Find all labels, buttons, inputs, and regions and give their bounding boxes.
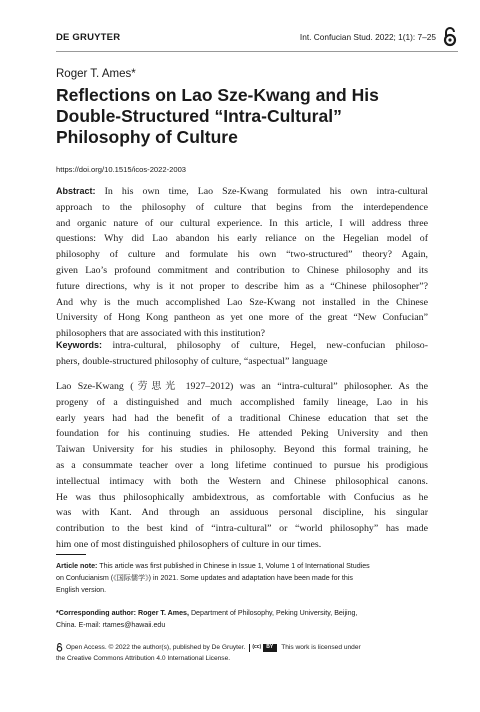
abstract-line: questions: Why did Lao abandon his early reliance on the Hegelian model of: [56, 233, 428, 245]
body-line: Lao Sze-Kwang (劳思光 1927–2012) was an “intra-cultural” philosopher. As the: [56, 381, 428, 392]
license-statement: [56, 642, 436, 664]
page-header: [56, 26, 458, 48]
abstract-block: [56, 184, 428, 342]
keywords-label: Keywords:: [56, 340, 103, 350]
keywords-line: phers, double-structured philosophy of culture, “aspectual” language: [56, 355, 328, 367]
abstract-label: Abstract:: [56, 186, 96, 196]
doi-link[interactable]: https://doi.org/10.1515/icos-2022-2003: [56, 165, 187, 174]
article-note-line: English version.: [56, 586, 107, 594]
abstract-line: given Lao’s profound commitment and contribution to Chinese philosophy and its: [56, 264, 428, 276]
abstract-line: philosophy of culture and formulate his own “two-structured” theory? Again,: [56, 249, 428, 261]
body-line: contribution to the best kind of “intra-cultural” or “world philosophy” has made: [56, 523, 428, 535]
abstract-line: University of Hong Kong pantheon as yet one more of the great “New Confucian”: [56, 312, 428, 324]
corresponding-line: Department of Philosophy, Peking University, Beijing,: [190, 609, 358, 617]
abstract-line: In his own time, Lao Sze-Kwang formulated his own intra-cultural: [104, 186, 428, 197]
corresponding-line: China. E-mail: rtames@hawaii.edu: [56, 621, 166, 629]
title-line: Double-Structured “Intra-Cultural”: [56, 106, 342, 126]
body-line: progeny of a distinguished and much accomplished family lineage, Lao in his: [56, 396, 428, 408]
footnote-rule: [56, 554, 86, 555]
open-access-icon: [56, 643, 63, 652]
license-text: This work is licensed under: [281, 644, 361, 651]
title-line: Reflections on Lao Sze-Kwang and His: [56, 85, 379, 105]
body-line: He was thus philosophically ambidextrous, as comfortable with Confucius as he: [56, 491, 428, 503]
header-rule: [56, 51, 458, 52]
title-line: Philosophy of Culture: [56, 127, 238, 147]
corresponding-author-label: *Corresponding author: Roger T. Ames,: [56, 609, 189, 617]
article-note-line: This article was first published in Chinese in Issue 1, Volume 1 of International Studies: [99, 562, 370, 570]
body-line: was with Kant. And through an assiduous personal discipline, his singular: [56, 507, 428, 519]
body-paragraph: [56, 379, 428, 553]
article-note: [56, 560, 426, 596]
abstract-line: future directions, why is it not proper to describe him as a “Chinese philosopher”?: [56, 280, 428, 292]
corresponding-author-note: [56, 607, 426, 631]
license-text: Open Access. © 2022 the author(s), published by De Gruyter.: [66, 644, 246, 651]
keywords-block: [56, 338, 428, 370]
abstract-line: philosophers that are associated with this institution?: [56, 328, 265, 340]
body-line: foundation for his continuing studies. He attended Peking University and then: [56, 428, 428, 440]
abstract-line: and organic nature of our cultural experience. In this article, I will address three: [56, 217, 428, 229]
body-line: Taiwan University for his studies in philosophy. Beyond this formal training, he: [56, 444, 428, 456]
open-access-icon: [442, 27, 458, 47]
cc-badge-label: (cc): [250, 642, 263, 653]
author-name: Roger T. Ames*: [56, 68, 136, 80]
abstract-line: And why is the much accomplished Lao Sze-Kwang not installed in the Chinese: [56, 296, 428, 308]
article-note-line: on Confucianism (《国际儒学》) in 2021. Some updates and adaptation have been made for this: [56, 574, 353, 582]
article-note-label: Article note:: [56, 562, 98, 570]
body-line: as a consummate teacher over a long lifetime continued to pursue his prodigious: [56, 459, 428, 471]
cc-by-badge[interactable]: [249, 644, 277, 652]
abstract-line: approach to the philosophy of culture that begins from the interdependence: [56, 201, 428, 213]
body-line: intellectual intimacy with both the Western and Chinese philosophical canons.: [56, 475, 428, 487]
publisher-name: DE GRUYTER: [56, 31, 121, 43]
article-title: [56, 85, 436, 148]
by-badge-label: BY: [263, 645, 276, 651]
body-line: him one of most distinguished philosophers of culture in our times.: [56, 538, 322, 550]
body-line: early years had had the benefit of a traditional Chinese education that set the: [56, 412, 428, 424]
license-text: the Creative Commons Attribution 4.0 International License.: [56, 655, 231, 662]
journal-reference: Int. Confucian Stud. 2022; 1(1): 7–25: [299, 32, 436, 42]
keywords-line: intra-cultural, philosophy of culture, Hegel, new-confucian philoso-: [112, 340, 429, 351]
